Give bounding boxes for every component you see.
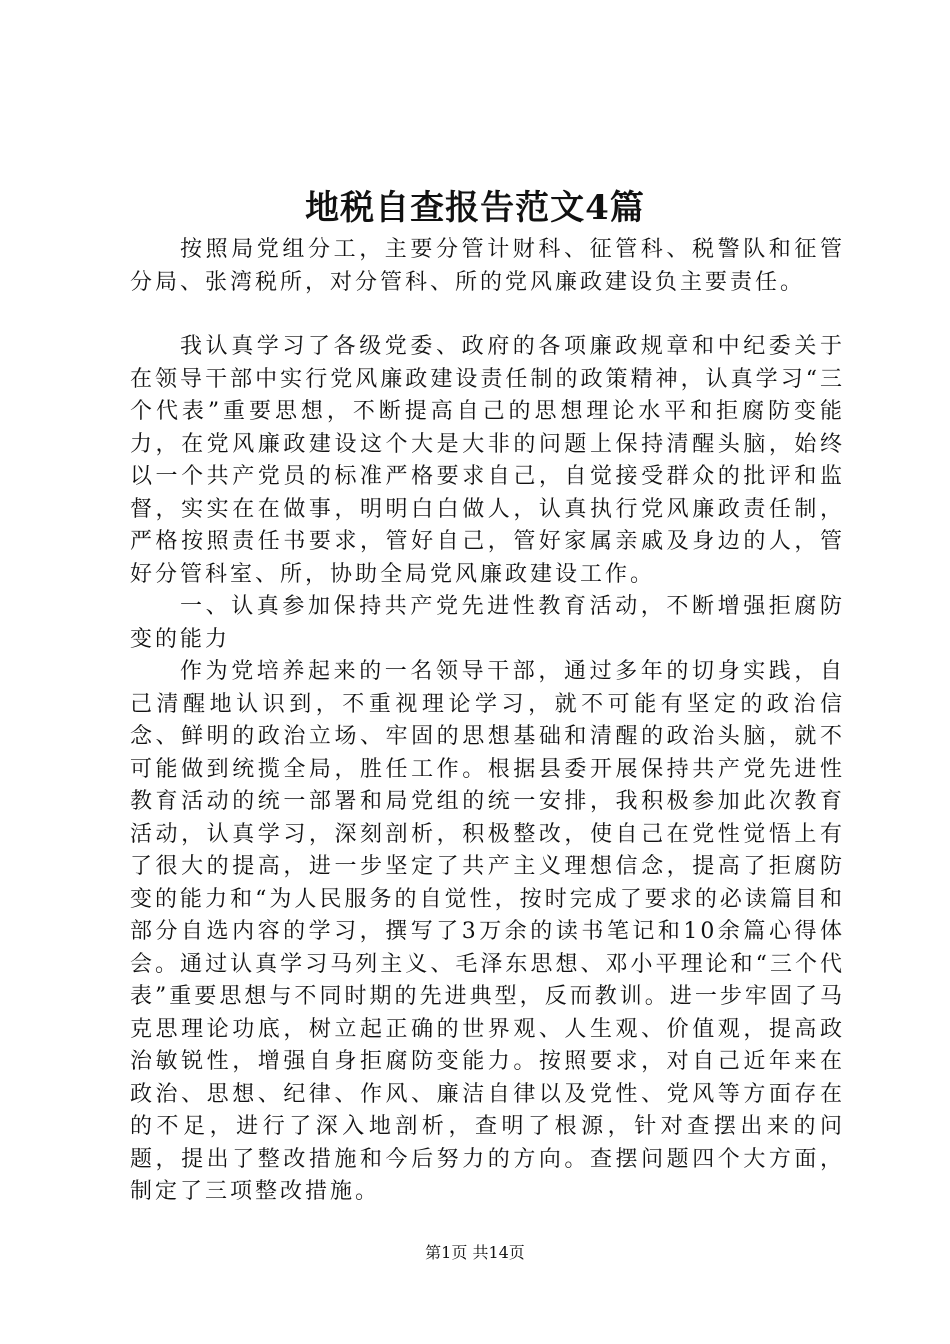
- document-body: [130, 234, 845, 1209]
- section-heading-1: 一、认真参加保持共产党先进性教育活动，不断增强拒腐防变的能力: [130, 594, 845, 652]
- paragraph-study: 我认真学习了各级党委、政府的各项廉政规章和中纪委关于在领导干部中实行党风廉政建设责任制的政策精神，认真学习“三个代表”重要思想，不断提高自己的思想理论水平和拒腐防变能力，在党风廉政建设这个大是大非的问题上保持清醒头脑，始终以一个共产党员的标准严格要求自己，自觉接受群众的批评和监督，实实在在做事，明明白白做人，认真执行党风廉政责任制，严格按照责任书要求，管好自己，管好家属亲戚及身边的人，管好分管科室、所，协助全局党风廉政建设工作。: [130, 334, 845, 587]
- paragraph-education: 作为党培养起来的一名领导干部，通过多年的切身实践，自己清醒地认识到，不重视理论学习，就不可能有坚定的政治信念、鲜明的政治立场、牢固的思想基础和清醒的政治头脑，就不可能做到统揽全局，胜任工作。根据县委开展保持共产党先进性教育活动的统一部署和局党组的统一安排，我积极参加此次教育活动，认真学习，深刻剖析，积极整改，使自己在党性觉悟上有了很大的提高，进一步坚定了共产主义理想信念，提高了拒腐防变的能力和“为人民服务的自觉性，按时完成了要求的必读篇目和部分自选内容的学习，撰写了3万余的读书笔记和10余篇心得体会。通过认真学习马列主义、毛泽东思想、邓小平理论和“三个代表”重要思想与不同时期的先进典型，反而教训。进一步牢固了马克思理论功底，树立起正确的世界观、人生观、价值观，提高政治敏锐性，增强自身拒腐防变能力。按照要求，对自己近年来在政治、思想、纪律、作风、廉洁自律以及党性、党风等方面存在的不足，进行了深入地剖析，查明了根源，针对查摆出来的问题，提出了整改措施和今后努力的方向。查摆问题四个大方面，制定了三项整改措施。: [130, 659, 845, 1204]
- paragraph-responsibility: 按照局党组分工，主要分管计财科、征管科、税警队和征管分局、张湾税所，对分管科、所的党风廉政建设负主要责任。: [130, 237, 845, 295]
- document-title: 地税自查报告范文4篇: [305, 188, 645, 228]
- page-footer: 第1页 共14页: [425, 1243, 525, 1262]
